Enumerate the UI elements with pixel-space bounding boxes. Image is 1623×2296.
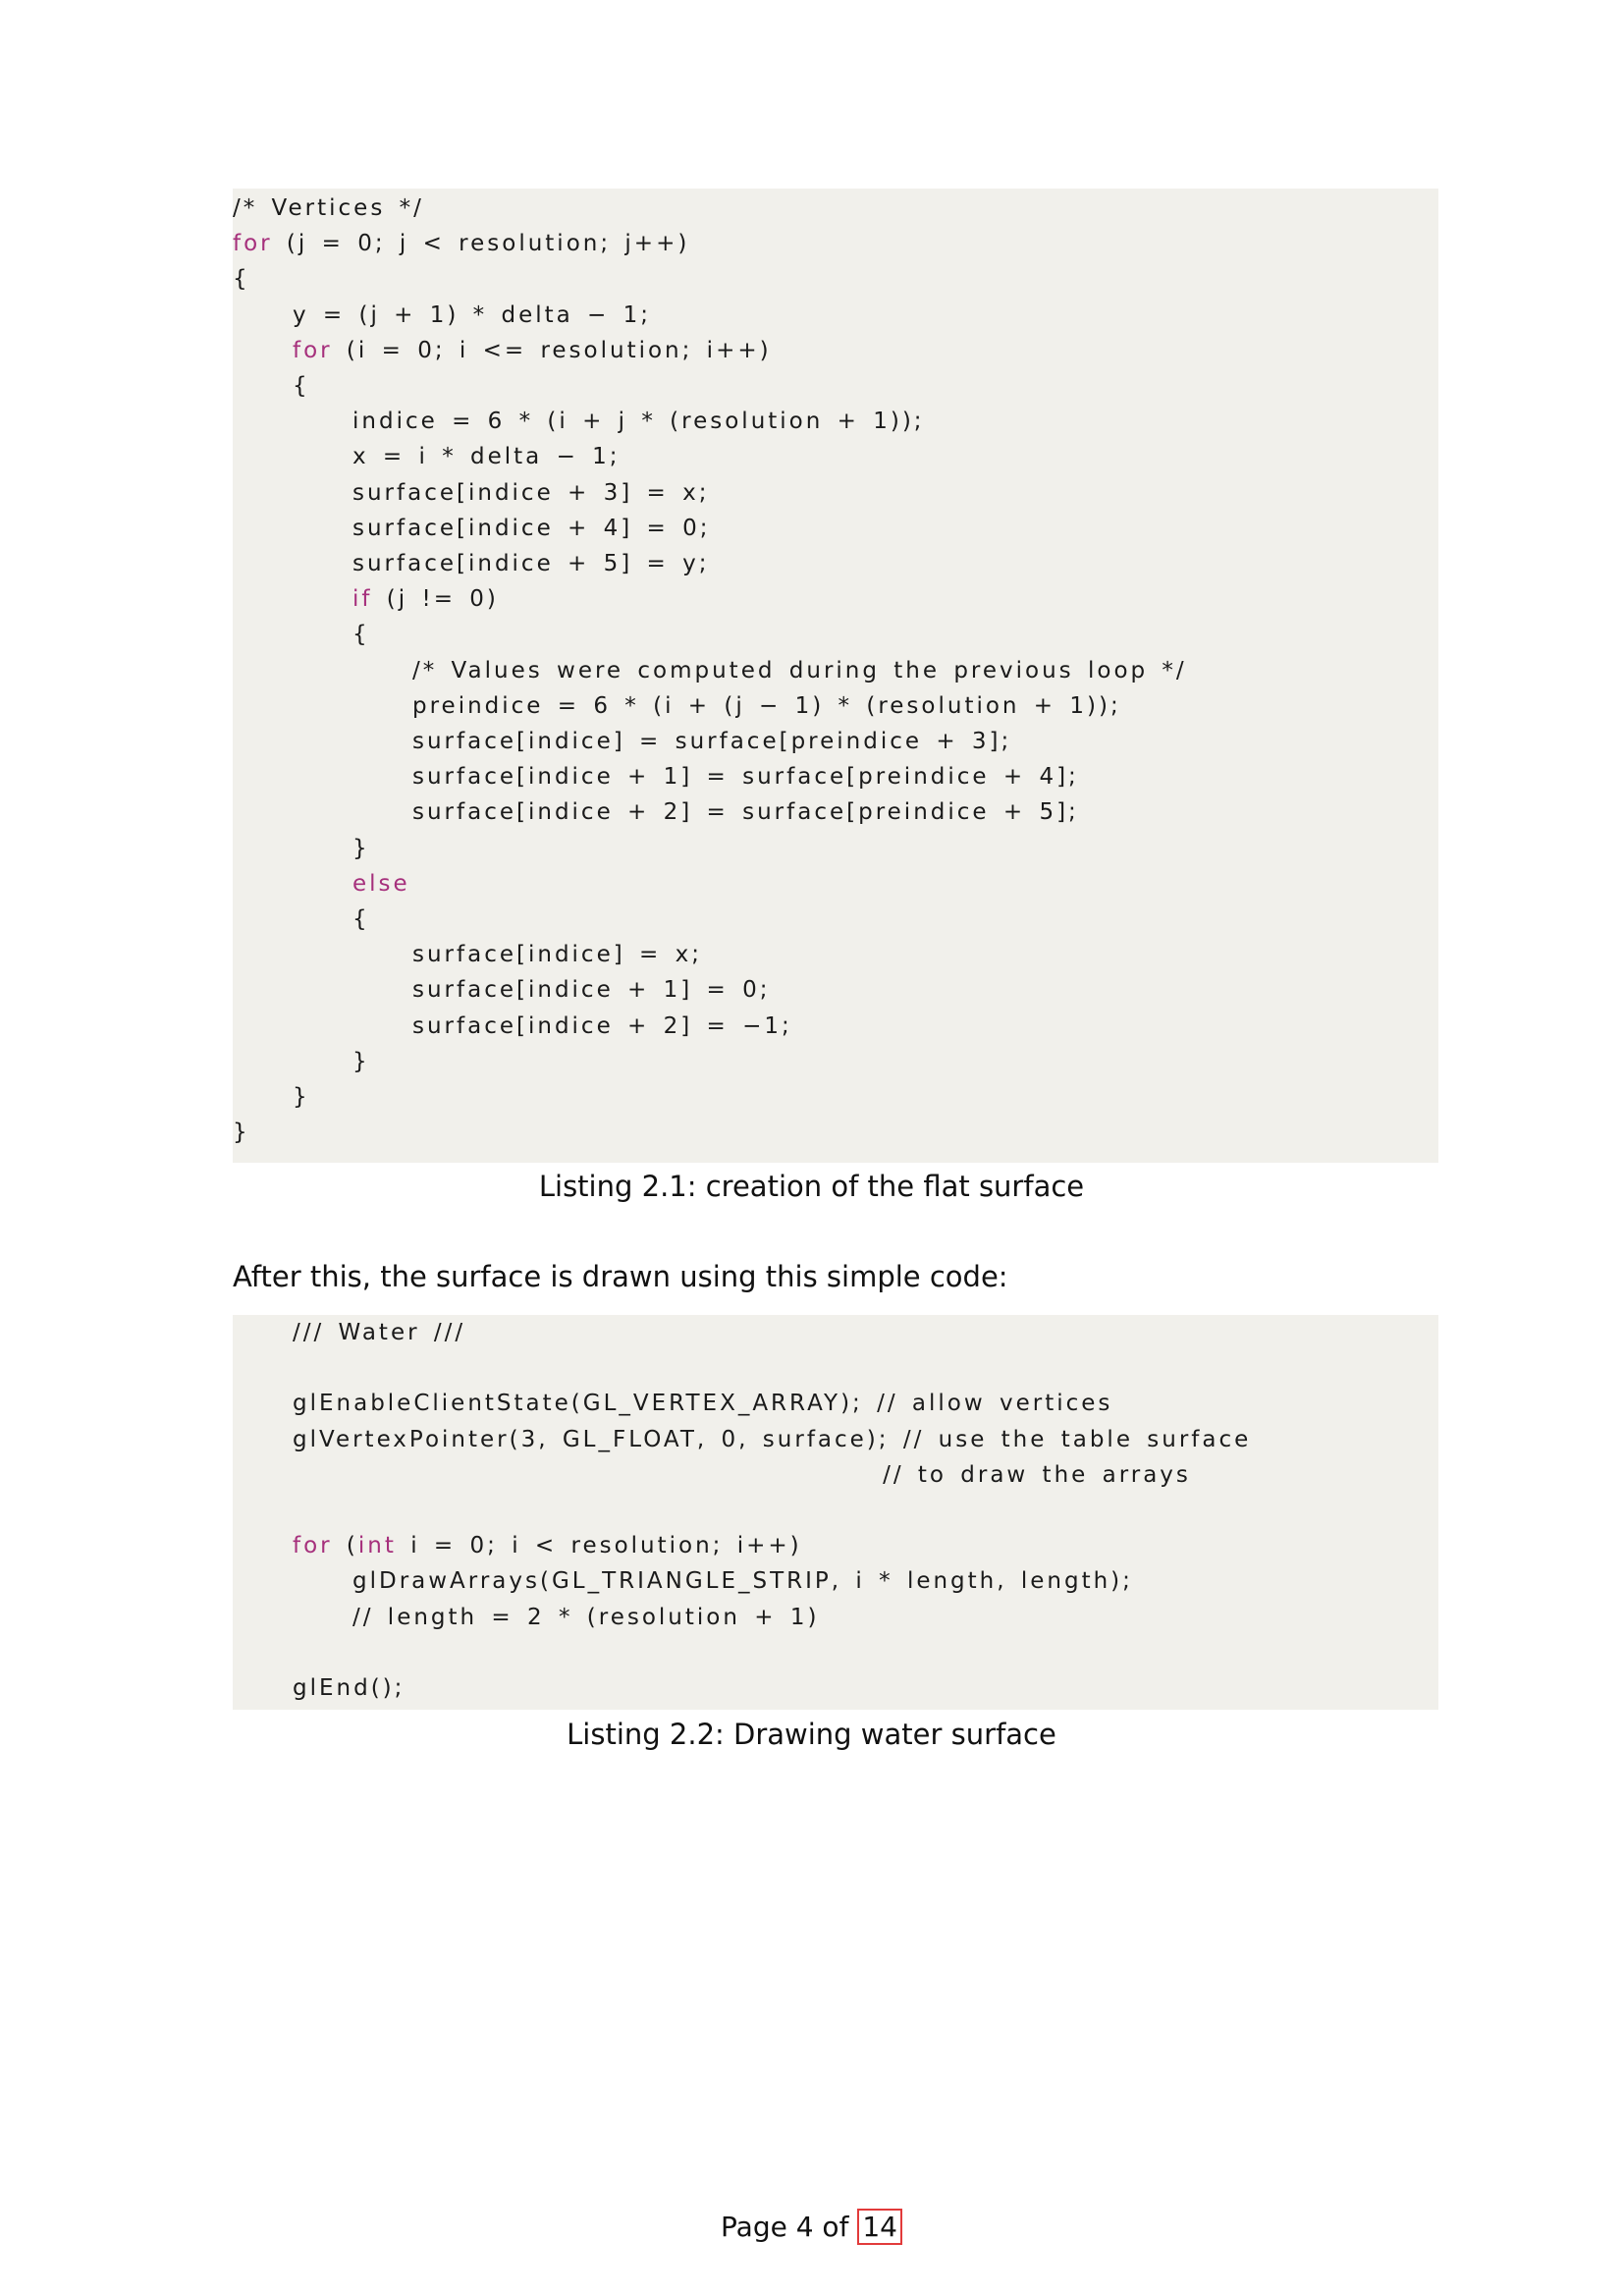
code-line <box>412 972 771 1008</box>
code-line <box>293 1079 310 1115</box>
code-text: /// Water /// <box>293 1320 466 1345</box>
code-line <box>352 404 925 439</box>
code-keyword: int <box>357 1533 397 1559</box>
code-line <box>412 724 1011 759</box>
page-footer <box>0 2210 1623 2245</box>
code-line <box>352 831 370 866</box>
code-text: } <box>233 1120 250 1146</box>
code-line <box>293 1457 1191 1493</box>
code-line <box>352 617 370 652</box>
code-text: surface[indice] = surface[preindice + 3]; <box>412 729 1012 754</box>
code-text: glEnd(); <box>293 1675 406 1701</box>
code-text: // to draw the arrays <box>293 1461 1191 1488</box>
code-line <box>352 1563 1133 1599</box>
code-text: preindice = 6 * (i + (j − 1) * (resolution + 1)); <box>412 692 1121 719</box>
code-keyword: if <box>352 586 373 613</box>
code-keyword: for <box>293 337 333 363</box>
code-text: { <box>233 266 250 293</box>
code-text: surface[indice + 5] = y; <box>352 551 710 576</box>
code-line <box>412 688 1121 724</box>
code-line <box>352 902 370 937</box>
listing-caption: Listing 2.1: creation of the flat surface <box>538 1170 1085 1203</box>
code-text: /* Vertices */ <box>233 195 424 221</box>
code-text: /* Values were computed during the previous loop */ <box>412 657 1187 683</box>
code-line <box>352 475 709 511</box>
body-paragraph: After this, the surface is drawn using this simple code: <box>233 1260 1008 1293</box>
code-text: glDrawArrays(GL_TRIANGLE_STRIP, i * length, length); <box>352 1568 1133 1595</box>
code-text: { <box>352 622 370 648</box>
code-text: } <box>352 835 370 861</box>
code-text: (i = 0; i <= resolution; i++) <box>332 337 772 363</box>
code-line <box>412 1009 792 1044</box>
code-text: glEnableClientState(GL_VERTEX_ARRAY); // allow vertices <box>293 1391 1113 1417</box>
page-number-text: Page 4 of <box>721 2211 858 2243</box>
code-line <box>293 1670 405 1706</box>
code-line <box>352 511 711 546</box>
code-text: surface[indice + 1] = surface[preindice + 4]; <box>412 764 1079 791</box>
code-line <box>352 1600 819 1635</box>
code-text: surface[indice + 1] = 0; <box>412 977 771 1004</box>
code-text: x = i * delta − 1; <box>352 444 621 470</box>
code-line <box>293 1528 802 1563</box>
listing-caption: Listing 2.2: Drawing water surface <box>567 1718 1056 1751</box>
code-line <box>412 759 1079 794</box>
code-listing-flat-surface <box>233 189 1438 1163</box>
code-text: } <box>293 1084 310 1110</box>
code-text: (j != 0) <box>372 586 499 613</box>
code-text: surface[indice + 2] = −1; <box>412 1012 792 1039</box>
code-text: { <box>352 906 370 932</box>
code-line <box>412 794 1079 830</box>
code-text: surface[indice + 3] = x; <box>352 479 710 506</box>
code-text: // length = 2 * (resolution + 1) <box>352 1604 820 1630</box>
code-line <box>233 226 689 261</box>
code-text: i = 0; i < resolution; i++) <box>396 1533 802 1559</box>
code-line <box>352 866 410 902</box>
code-line <box>293 368 310 404</box>
total-pages-link[interactable]: 14 <box>857 2209 902 2245</box>
code-line <box>233 261 250 297</box>
code-text: surface[indice] = x; <box>412 942 702 968</box>
code-line <box>352 546 709 581</box>
code-line <box>293 333 772 368</box>
code-line <box>412 937 702 972</box>
code-keyword: for <box>293 1533 333 1559</box>
code-text: { <box>293 373 310 399</box>
code-text: (j = 0; j < resolution; j++) <box>272 231 690 257</box>
code-keyword: for <box>233 231 273 257</box>
code-listing-water-drawing <box>233 1315 1438 1710</box>
code-text: ( <box>332 1533 358 1559</box>
code-line <box>293 1315 465 1350</box>
code-text: glVertexPointer(3, GL_FLOAT, 0, surface); // use the table surface <box>293 1426 1252 1452</box>
code-text: surface[indice + 4] = 0; <box>352 515 711 541</box>
code-keyword: else <box>352 870 410 897</box>
code-text: y = (j + 1) * delta − 1; <box>293 301 652 328</box>
code-line <box>293 1422 1251 1457</box>
code-line <box>233 1115 250 1150</box>
code-text: indice = 6 * (i + j * (resolution + 1)); <box>352 409 925 435</box>
code-line <box>293 1386 1112 1421</box>
code-line <box>233 191 424 226</box>
code-line <box>352 439 621 474</box>
code-text: } <box>352 1048 370 1074</box>
code-line <box>293 298 651 333</box>
code-text: surface[indice + 2] = surface[preindice + 5]; <box>412 799 1079 826</box>
code-line <box>352 1044 370 1079</box>
code-line <box>412 653 1187 688</box>
code-line <box>352 581 499 617</box>
